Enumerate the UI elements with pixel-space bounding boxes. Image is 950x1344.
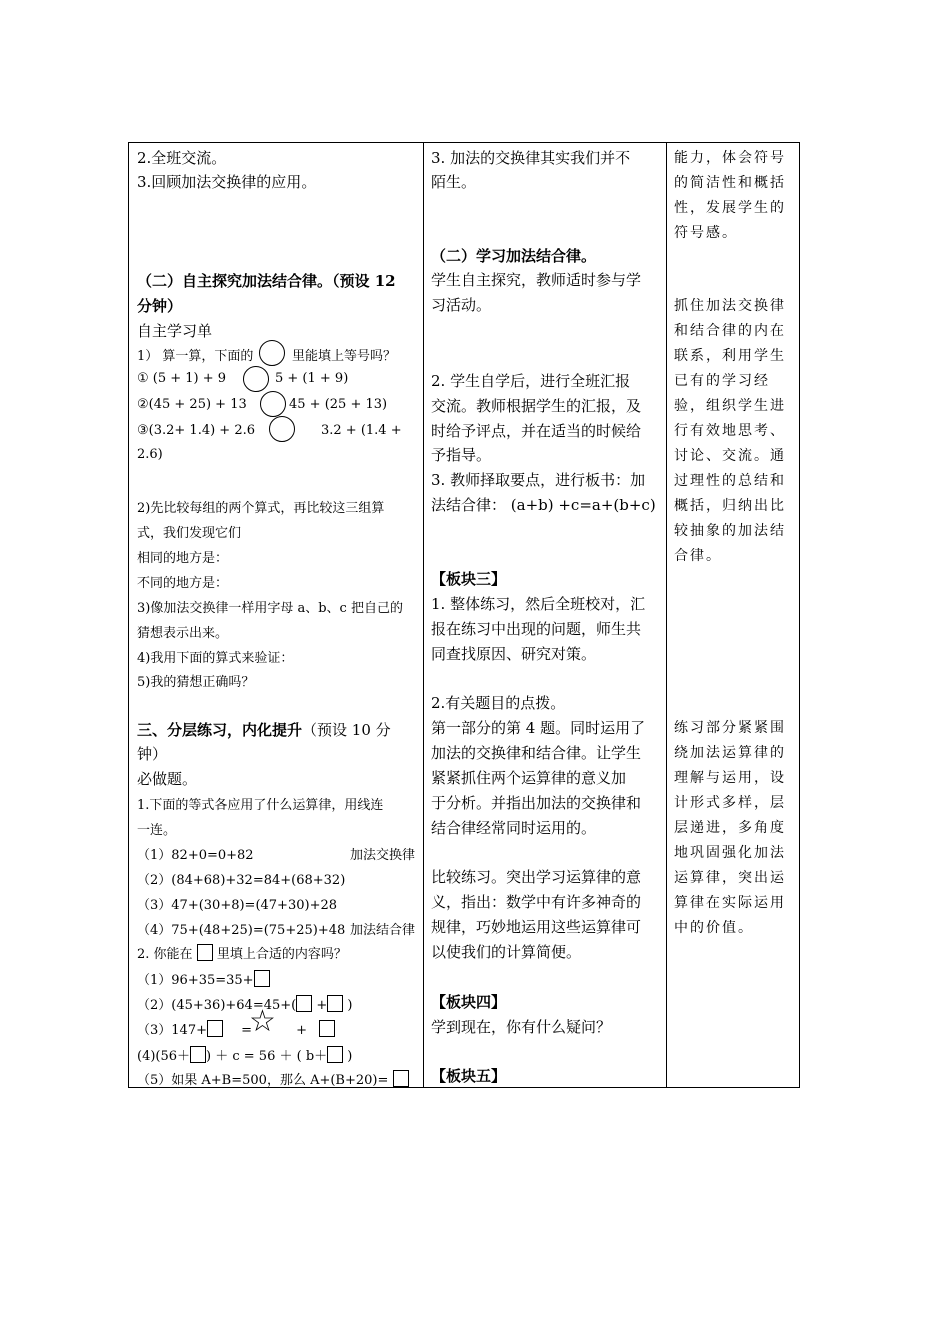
exercise-line: （3）47+(30+8)=(47+30)+28 <box>137 898 338 913</box>
text-line: 2. 学生自学后，进行全班汇报 <box>431 372 631 390</box>
question-line: 猜想表示出来。 <box>137 626 229 641</box>
column-divider <box>666 143 667 1087</box>
star-icon: ☆ <box>249 1004 276 1039</box>
text-line: 3. 加法的交换律其实我们并不 <box>431 149 631 167</box>
text-line: 较抽象的加法结 <box>674 523 786 539</box>
text-line: 以使我们的计算简便。 <box>431 943 582 961</box>
text-line: 理解与运用，设 <box>674 770 786 786</box>
text-line: 算律在实际运用 <box>674 895 786 911</box>
text-line: 加法的交换律和结合律。让学生 <box>431 744 642 762</box>
exercise-line <box>137 943 347 962</box>
question-line: 5)我的猜想正确吗？ <box>137 675 255 690</box>
exercise-line: （1）82+0=0+82 <box>137 848 254 863</box>
expression-left: ① (5 + 1) + 9 <box>137 371 227 386</box>
exercise-line: 1.下面的等式各应用了什么运算律，用线连 <box>137 798 384 813</box>
exercise-text: 里填上合适的内容吗？ <box>216 947 347 962</box>
block-heading: 【板块三】 <box>431 570 507 588</box>
text-line: 时给予评点，并在适当的时候给 <box>431 422 642 440</box>
text-line: 1. 整体练习，然后全班校对，汇 <box>431 595 646 613</box>
blank-circle-icon <box>260 391 286 417</box>
text-line: 2.有关题目的点拨。 <box>431 694 566 712</box>
text-line: 学到现在，你有什么疑问？ <box>431 1018 612 1036</box>
column-divider <box>423 143 424 1087</box>
exercise-text: 2. 你能在 <box>137 947 193 962</box>
exercise-text: + <box>296 1023 308 1038</box>
text-line: 同查找原因、研究对策。 <box>431 645 597 663</box>
text-line: 予指导。 <box>431 446 492 464</box>
blank-box-icon <box>327 1046 343 1063</box>
text-line: 合律。 <box>674 548 722 564</box>
text-line: 地巩固强化加法 <box>674 845 786 861</box>
text-line: 2.全班交流。 <box>137 149 227 167</box>
text-line: 法结合律： (a+b) +c=a+(b+c) <box>431 496 656 514</box>
text-line: 结合律经常同时运用的。 <box>431 819 597 837</box>
blank-box-icon <box>296 995 312 1012</box>
text-line: 性，发展学生的 <box>674 200 786 216</box>
blank-circle-icon <box>243 366 269 392</box>
text-line: 比较练习。突出学习运算律的意 <box>431 868 642 886</box>
text-line: 交流。教师根据学生的汇报，及 <box>431 397 642 415</box>
block-heading: 【板块五】 <box>431 1067 507 1085</box>
exercise-text: (4)(56＋ <box>137 1049 191 1064</box>
exercise-text: = <box>241 1023 253 1038</box>
expression-right: 45 + (25 + 13) <box>289 397 388 412</box>
section-heading-note: （预设 10 分 <box>302 721 391 739</box>
question-line: 式，我们发现它们 <box>137 526 242 541</box>
blank-box-icon <box>393 1070 409 1087</box>
exercise-line <box>137 1019 335 1038</box>
text-line: 联系，利用学生 <box>674 348 786 364</box>
exercise-text: （3）147+ <box>137 1023 207 1038</box>
text-line: 习活动。 <box>431 296 492 314</box>
text-line: 行有效地思考、 <box>674 423 786 439</box>
text-line: 讨论、交流。通 <box>674 448 786 464</box>
expression-right: 2.6) <box>137 447 163 462</box>
expression-left: ③(3.2+ 1.4) + 2.6 <box>137 423 256 438</box>
question-line: 4)我用下面的算式来验证： <box>137 651 294 666</box>
section-heading-bold: 三、分层练习，内化提升 <box>137 721 303 739</box>
expression-left: ②(45 + 25) + 13 <box>137 397 247 412</box>
design-intent-column <box>674 143 799 1087</box>
text-line: 概括，归纳出比 <box>674 498 786 514</box>
text-line: 已有的学习经 <box>674 373 770 389</box>
section-heading: （二）学习加法结合律。 <box>431 247 597 265</box>
expression-right: 5 + (1 + 9) <box>275 371 349 386</box>
exercise-text: ) <box>347 998 353 1013</box>
text-line: 的简洁性和概括 <box>674 175 786 191</box>
exercise-line <box>137 969 270 988</box>
exercise-line: （4）75+(48+25)=(75+25)+48 <box>137 923 346 938</box>
exercise-text: （1）96+35=35+ <box>137 973 254 988</box>
lesson-plan-table <box>128 142 800 1088</box>
text-line: 第一部分的第 4 题。同时运用了 <box>431 719 646 737</box>
section-heading: 钟） <box>137 745 168 763</box>
text-line: 陌生。 <box>431 173 477 191</box>
text-line: 运算律，突出运 <box>674 870 786 886</box>
blank-box-icon <box>190 1046 206 1063</box>
exercise-line <box>137 1045 352 1064</box>
law-label: 加法结合律 <box>349 923 415 938</box>
activity-column <box>431 143 663 1087</box>
exercise-line <box>137 994 353 1013</box>
text-line: 层递进，多角度 <box>674 820 786 836</box>
exercise-text: ) ＋ c = 56 ＋ ( b＋ <box>206 1049 328 1064</box>
law-label: 加法交换律 <box>349 848 415 863</box>
section-heading: （二）自主探究加法结合律。（预设 12 <box>137 272 396 290</box>
exercise-text: ) <box>347 1049 353 1064</box>
blank-box-icon <box>327 995 343 1012</box>
text-line: 符号感。 <box>674 225 738 241</box>
text-line: 规律，巧妙地运用这些运算律可 <box>431 918 642 936</box>
text-line: 必做题。 <box>137 770 198 788</box>
teaching-content-column <box>137 143 421 1087</box>
question-line: 不同的地方是： <box>137 576 229 591</box>
text-line: 过理性的总结和 <box>674 473 786 489</box>
question-line: 里能填上等号吗？ <box>292 349 397 364</box>
text-line: 抓住加法交换律 <box>674 298 786 314</box>
exercise-line: 一连。 <box>137 823 177 838</box>
text-line: 学生自主探究，教师适时参与学 <box>431 271 642 289</box>
exercise-line: （2）(84+68)+32=84+(68+32) <box>137 873 346 888</box>
question-line: 3)像加法交换律一样用字母 a、b、c 把自己的 <box>137 601 403 616</box>
text-line: 3.回顾加法交换律的应用。 <box>137 173 317 191</box>
blank-circle-icon <box>259 340 285 366</box>
expression-right: 3.2 + (1.4 + <box>321 423 402 438</box>
text-line: 3. 教师择取要点，进行板书：加 <box>431 471 646 489</box>
blank-box-icon <box>254 970 270 987</box>
text-line: 练习部分紧紧围 <box>674 720 786 736</box>
section-heading: 分钟） <box>137 297 183 315</box>
text-line: 义，指出：数学中有许多神奇的 <box>431 893 642 911</box>
question-line: 1） 算一算，下面的 <box>137 349 254 364</box>
text-line: 中的价值。 <box>674 920 754 936</box>
section-heading <box>137 719 391 740</box>
exercise-line <box>137 1069 409 1087</box>
exercise-text: + <box>316 998 328 1013</box>
blank-box-icon <box>197 944 213 961</box>
text-line: 验，组织学生进 <box>674 398 786 414</box>
text-line: 能力，体会符号 <box>674 150 786 166</box>
question-line: 相同的地方是： <box>137 551 229 566</box>
text-line: 自主学习单 <box>137 322 213 340</box>
block-heading: 【板块四】 <box>431 993 507 1011</box>
exercise-text: （5）如果 A+B=500，那么 A+(B+20)= <box>137 1073 389 1087</box>
text-line: 紧紧抓住两个运算律的意义加 <box>431 769 627 787</box>
text-line: 绕加法运算律的 <box>674 745 786 761</box>
text-line: 计形式多样，层 <box>674 795 786 811</box>
question-line: 2)先比较每组的两个算式，再比较这三组算 <box>137 501 385 516</box>
blank-circle-icon <box>269 416 295 442</box>
text-line: 和结合律的内在 <box>674 323 786 339</box>
exercise-text: （2）(45+36)+64=45+( <box>137 998 297 1013</box>
blank-box-icon <box>207 1020 223 1037</box>
text-line: 报在练习中出现的问题，师生共 <box>431 620 642 638</box>
blank-box-icon <box>319 1020 335 1037</box>
text-line: 于分析。并指出加法的交换律和 <box>431 794 642 812</box>
